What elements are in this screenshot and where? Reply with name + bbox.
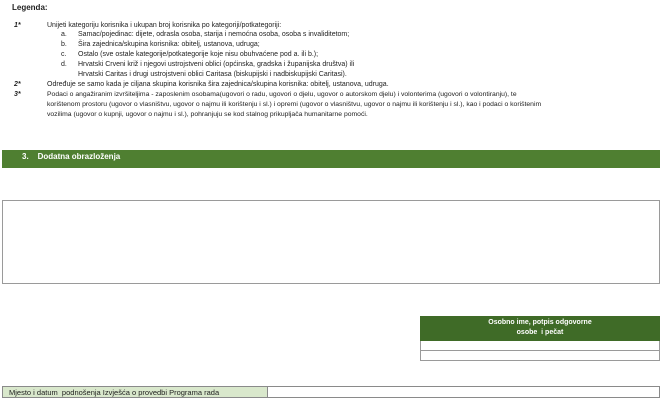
section-title: 3. Dodatna obrazloženja [22, 152, 121, 161]
place-date-label: Mjesto i datum podnošenja Izvješća o provedbi Programa rada [2, 386, 268, 398]
note-1-item-d-letter: d. [61, 61, 67, 68]
note-1-item-b: Šira zajednica/skupina korisnika: obitelj, ustanova, udruga; [78, 41, 260, 48]
signature-table [420, 316, 660, 361]
legend-title: Legenda: [12, 3, 48, 12]
signature-field-row-2[interactable] [420, 351, 660, 361]
note-1-marker: 1* [14, 22, 21, 29]
note-1-item-c-letter: c. [61, 51, 67, 58]
signature-field-row-1[interactable] [420, 341, 660, 351]
signature-header [420, 316, 660, 341]
note-3-line-3: vozilima (ugovor o kupnji, ugovor o najmu i sl.), pohranjuju se kod stalnog prikupljača humanitarne pomoći. [47, 111, 368, 118]
note-2-marker: 2* [14, 81, 21, 88]
note-3-line-1: Podaci o angažiranim izvršiteljima - zaposlenim osobama(ugovori o radu, ugovori o djelu, ugovor o autorskom djelu) i volonterima (ugovori o volontiranju), te [47, 91, 517, 98]
note-1-item-a: Samac/pojedinac: dijete, odrasla osoba, starija i nemoćna osoba, osoba s invaliditetom; [78, 31, 350, 38]
note-1-continuation: Hrvatski Caritas i drugi ustrojstveni oblici Caritasa (biskupijski i nadbiskupijski Caritasi). [78, 71, 347, 78]
note-1-item-b-letter: b. [61, 41, 67, 48]
note-2-text: Određuje se samo kada je ciljana skupina korisnika šira zajednica/skupina korisnika: obitelj, ustanova, udruga. [47, 81, 389, 88]
note-3-marker: 3* [14, 91, 21, 98]
note-1-item-a-letter: a. [61, 31, 67, 38]
note-1-item-d: Hrvatski Crveni križ i njegovi ustrojstveni oblici (općinska, gradska i županijska društva) ili [78, 61, 355, 68]
place-date-input[interactable] [268, 386, 660, 398]
note-3-line-2: korištenom prostoru (ugovor o vlasništvu, ugovor o najmu ili korištenju i sl.) i opremi (ugovor o vlasništvu, ugovor o najmu ili korištenju i sl.), kao i podaci o korištenim [47, 101, 542, 108]
signature-header-line-1: Osobno ime, potpis odgovorne [488, 319, 592, 326]
note-1-item-c: Ostalo (sve ostale kategorije/potkategorije koje nisu obuhvaćene pod a. ili b.); [78, 51, 319, 58]
note-1-text: Unijeti kategoriju korisnika i ukupan broj korisnika po kategoriji/potkategoriji: [47, 22, 282, 29]
additional-explanations-textarea[interactable] [2, 200, 660, 284]
signature-header-line-2: osobe i pečat [516, 329, 564, 336]
